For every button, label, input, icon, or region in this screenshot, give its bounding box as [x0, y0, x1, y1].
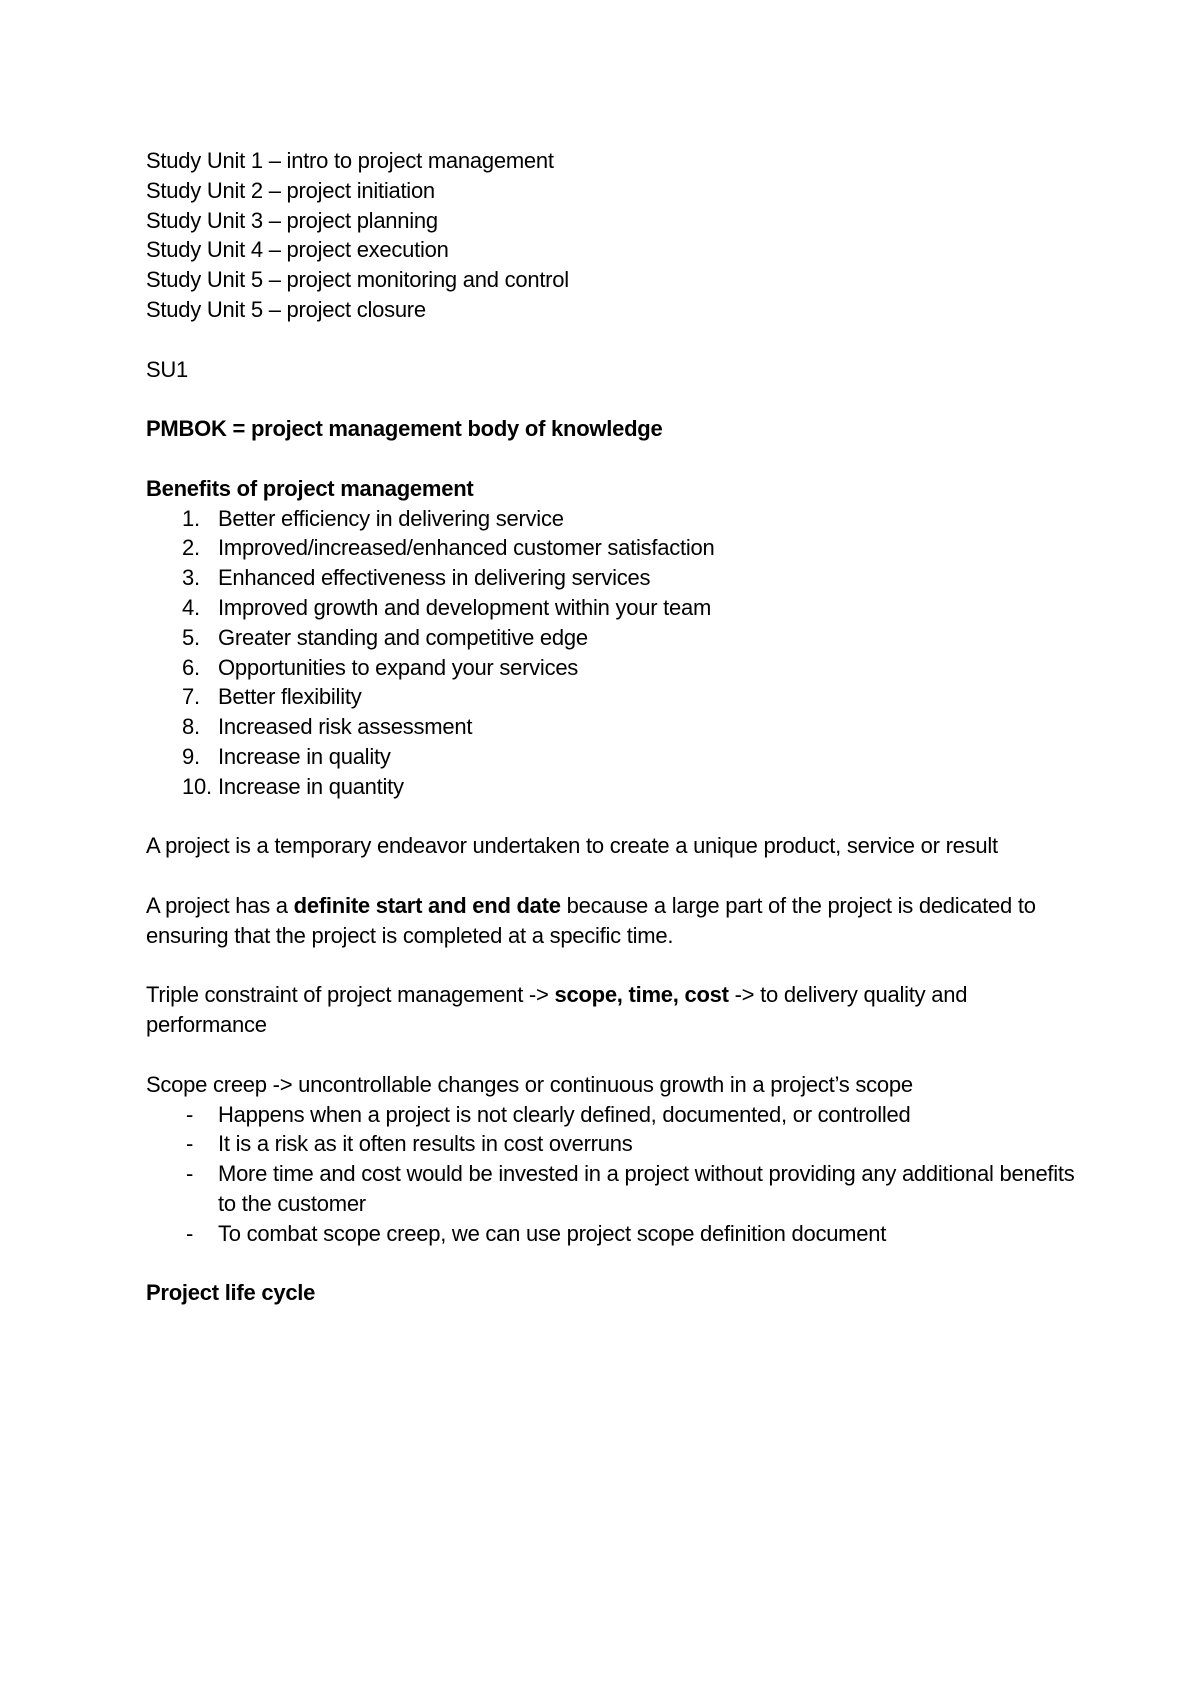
list-item: [146, 563, 1076, 593]
list-item-text: Improved/increased/enhanced customer satisfaction: [218, 535, 715, 561]
list-item: [146, 1219, 1076, 1249]
list-item: [146, 504, 1076, 534]
dash-bullet: -: [186, 1220, 194, 1246]
study-unit-line: Study Unit 4 – project execution: [146, 237, 449, 263]
list-item-text: Increase in quantity: [218, 773, 404, 799]
spacer: [146, 1040, 1076, 1070]
study-unit-line: Study Unit 1 – intro to project management: [146, 148, 554, 173]
spacer: [146, 951, 1076, 981]
study-unit-line: Study Unit 2 – project initiation: [146, 177, 435, 203]
triple-constraint-paragraph: [146, 980, 1076, 1040]
scope-creep-intro: Scope creep -> uncontrollable changes or continuous growth in a project’s scope: [146, 1071, 913, 1097]
list-item: [146, 712, 1076, 742]
list-item-text: More time and cost would be invested in a project without providing any additional benefits to the customer: [218, 1161, 1075, 1216]
study-unit-line: Study Unit 3 – project planning: [146, 207, 438, 233]
bold-phrase: scope, time, cost: [554, 982, 729, 1008]
list-item-text: Opportunities to expand your services: [218, 654, 579, 680]
list-item: [146, 1159, 1076, 1219]
start-end-paragraph: [146, 891, 1076, 951]
section-heading-su1: SU1: [146, 356, 189, 382]
list-item: [146, 623, 1076, 653]
list-item: [146, 682, 1076, 712]
list-number: 4.: [182, 594, 200, 620]
list-number: 1.: [182, 505, 200, 531]
list-item: [146, 772, 1076, 802]
list-item: [146, 653, 1076, 683]
list-item-text: Happens when a project is not clearly defined, documented, or controlled: [218, 1101, 911, 1127]
paragraph-text: A project has a: [146, 892, 294, 918]
paragraph-text: because a large part of the project is dedicated to ensuring that the project is completed at a specific time.: [146, 892, 1036, 948]
spacer: [146, 802, 1076, 832]
list-number: 3.: [182, 565, 200, 591]
project-definition: A project is a temporary endeavor undertaken to create a unique product, service or result: [146, 833, 998, 859]
list-number: 5.: [182, 624, 200, 650]
study-unit-list: [146, 146, 1076, 325]
list-number: 8.: [182, 714, 200, 740]
list-number: 9.: [182, 743, 200, 769]
scope-creep-list: [146, 1100, 1076, 1249]
list-item-text: Improved growth and development within your team: [218, 594, 712, 620]
list-item: [146, 593, 1076, 623]
benefits-list: [146, 504, 1076, 802]
document-page: [146, 146, 1076, 1308]
benefits-heading: Benefits of project management: [146, 475, 474, 501]
list-item: [146, 1129, 1076, 1159]
spacer: [146, 1248, 1076, 1278]
list-item-text: To combat scope creep, we can use project scope definition document: [218, 1220, 887, 1246]
list-number: 10.: [182, 773, 212, 799]
study-unit-line: Study Unit 5 – project closure: [146, 296, 426, 322]
list-item-text: Enhanced effectiveness in delivering services: [218, 565, 651, 591]
list-item: [146, 1100, 1076, 1130]
list-item-text: It is a risk as it often results in cost overruns: [218, 1131, 633, 1157]
list-item: [146, 533, 1076, 563]
spacer: [146, 444, 1076, 474]
list-number: 2.: [182, 535, 200, 561]
spacer: [146, 384, 1076, 414]
list-item-text: Better efficiency in delivering service: [218, 505, 564, 531]
life-cycle-heading: Project life cycle: [146, 1280, 316, 1306]
list-number: 6.: [182, 654, 200, 680]
list-item-text: Increase in quality: [218, 743, 391, 769]
paragraph-text: Triple constraint of project management ->: [146, 982, 555, 1008]
dash-bullet: -: [186, 1101, 194, 1127]
spacer: [146, 325, 1076, 355]
spacer: [146, 861, 1076, 891]
dash-bullet: -: [186, 1161, 194, 1187]
study-unit-line: Study Unit 5 – project monitoring and control: [146, 267, 569, 293]
list-item-text: Increased risk assessment: [218, 714, 473, 740]
list-number: 7.: [182, 684, 200, 710]
paragraph-text: -> to delivery quality and performance: [146, 982, 968, 1038]
list-item-text: Greater standing and competitive edge: [218, 624, 588, 650]
pmbok-definition: PMBOK = project management body of knowledge: [146, 416, 663, 442]
bold-phrase: definite start and end date: [293, 892, 561, 918]
list-item: [146, 742, 1076, 772]
list-item-text: Better flexibility: [218, 684, 362, 710]
dash-bullet: -: [186, 1131, 194, 1157]
